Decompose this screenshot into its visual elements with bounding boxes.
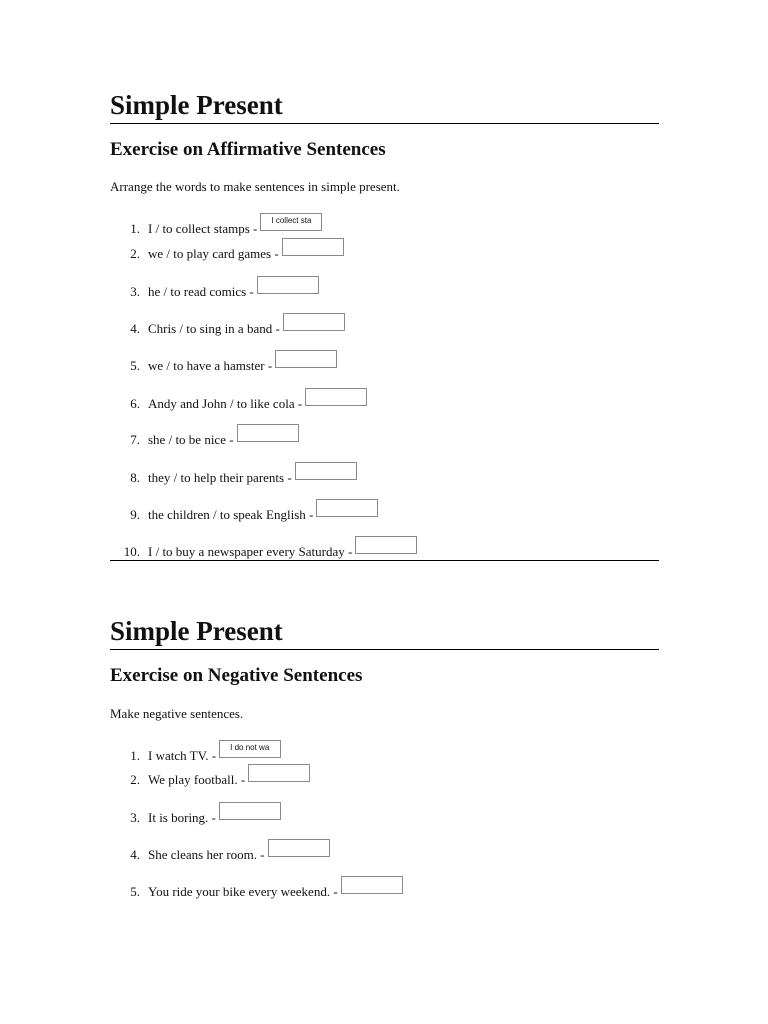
item-prompt: She cleans her room. -: [148, 847, 265, 862]
exercise-item: [110, 847, 330, 863]
exercise-item: [110, 884, 403, 900]
item-number: 5.: [130, 358, 140, 373]
item-prompt: I watch TV. -: [148, 748, 217, 763]
answer-input[interactable]: [355, 536, 417, 554]
item-number: 10.: [123, 544, 140, 559]
exercise-item: [110, 216, 322, 237]
item-prompt: the children / to speak English -: [148, 507, 314, 522]
exercise-item: [110, 743, 281, 764]
item-prompt: You ride your bike every weekend. -: [148, 884, 338, 899]
item-number: 3.: [130, 810, 140, 825]
exercise-item: [110, 772, 310, 788]
item-prompt: we / to play card games -: [148, 246, 279, 261]
item-prompt: We play football. -: [148, 772, 246, 787]
item-number: 2.: [130, 772, 140, 787]
answer-input[interactable]: [295, 462, 357, 480]
answer-input[interactable]: [341, 876, 403, 894]
exercise-item: [110, 321, 345, 337]
item-number: 5.: [130, 884, 140, 899]
item-number: 8.: [130, 470, 140, 485]
item-number: 4.: [130, 321, 140, 336]
answer-input[interactable]: [275, 350, 337, 368]
item-number: 1.: [130, 748, 140, 763]
page-title: Simple Present: [110, 88, 659, 124]
answer-input[interactable]: [257, 276, 319, 294]
answer-input[interactable]: [237, 424, 299, 442]
item-number: 4.: [130, 847, 140, 862]
item-number: 9.: [130, 507, 140, 522]
answer-input[interactable]: [282, 238, 344, 256]
item-prompt: he / to read comics -: [148, 284, 254, 299]
item-prompt: they / to help their parents -: [148, 470, 292, 485]
answer-input[interactable]: [283, 313, 345, 331]
exercise-instruction: Make negative sentences.: [110, 706, 244, 721]
exercise-item: [110, 432, 299, 448]
item-number: 1.: [130, 221, 140, 236]
answer-input[interactable]: [316, 499, 378, 517]
exercise-item: [110, 284, 319, 300]
item-prompt: I / to collect stamps -: [148, 221, 258, 236]
exercise-item: [110, 396, 367, 412]
item-number: 7.: [130, 432, 140, 447]
item-number: 3.: [130, 284, 140, 299]
exercise-item: [110, 246, 344, 262]
exercise-subtitle: Exercise on Negative Sentences: [110, 665, 363, 686]
exercise-subtitle: Exercise on Affirmative Sentences: [110, 139, 386, 160]
item-prompt: she / to be nice -: [148, 432, 234, 447]
item-number: 2.: [130, 246, 140, 261]
item-prompt: I / to buy a newspaper every Saturday -: [148, 544, 353, 559]
answer-input[interactable]: [248, 764, 310, 782]
section-divider: [110, 560, 659, 561]
answer-input[interactable]: I collect sta: [260, 213, 322, 231]
item-prompt: Chris / to sing in a band -: [148, 321, 280, 336]
answer-input[interactable]: [305, 388, 367, 406]
item-number: 6.: [130, 396, 140, 411]
exercise-item: [110, 810, 281, 826]
exercise-item: [110, 470, 357, 486]
page-title: Simple Present: [110, 614, 659, 650]
answer-input[interactable]: I do not wa: [219, 740, 281, 758]
exercise-instruction: Arrange the words to make sentences in simple present.: [110, 179, 400, 194]
answer-input[interactable]: [268, 839, 330, 857]
exercise-item: [110, 358, 337, 374]
item-prompt: It is boring. -: [148, 810, 216, 825]
exercise-item: [110, 507, 378, 523]
item-prompt: we / to have a hamster -: [148, 358, 273, 373]
item-prompt: Andy and John / to like cola -: [148, 396, 303, 411]
answer-input[interactable]: [219, 802, 281, 820]
exercise-item: [110, 544, 417, 560]
